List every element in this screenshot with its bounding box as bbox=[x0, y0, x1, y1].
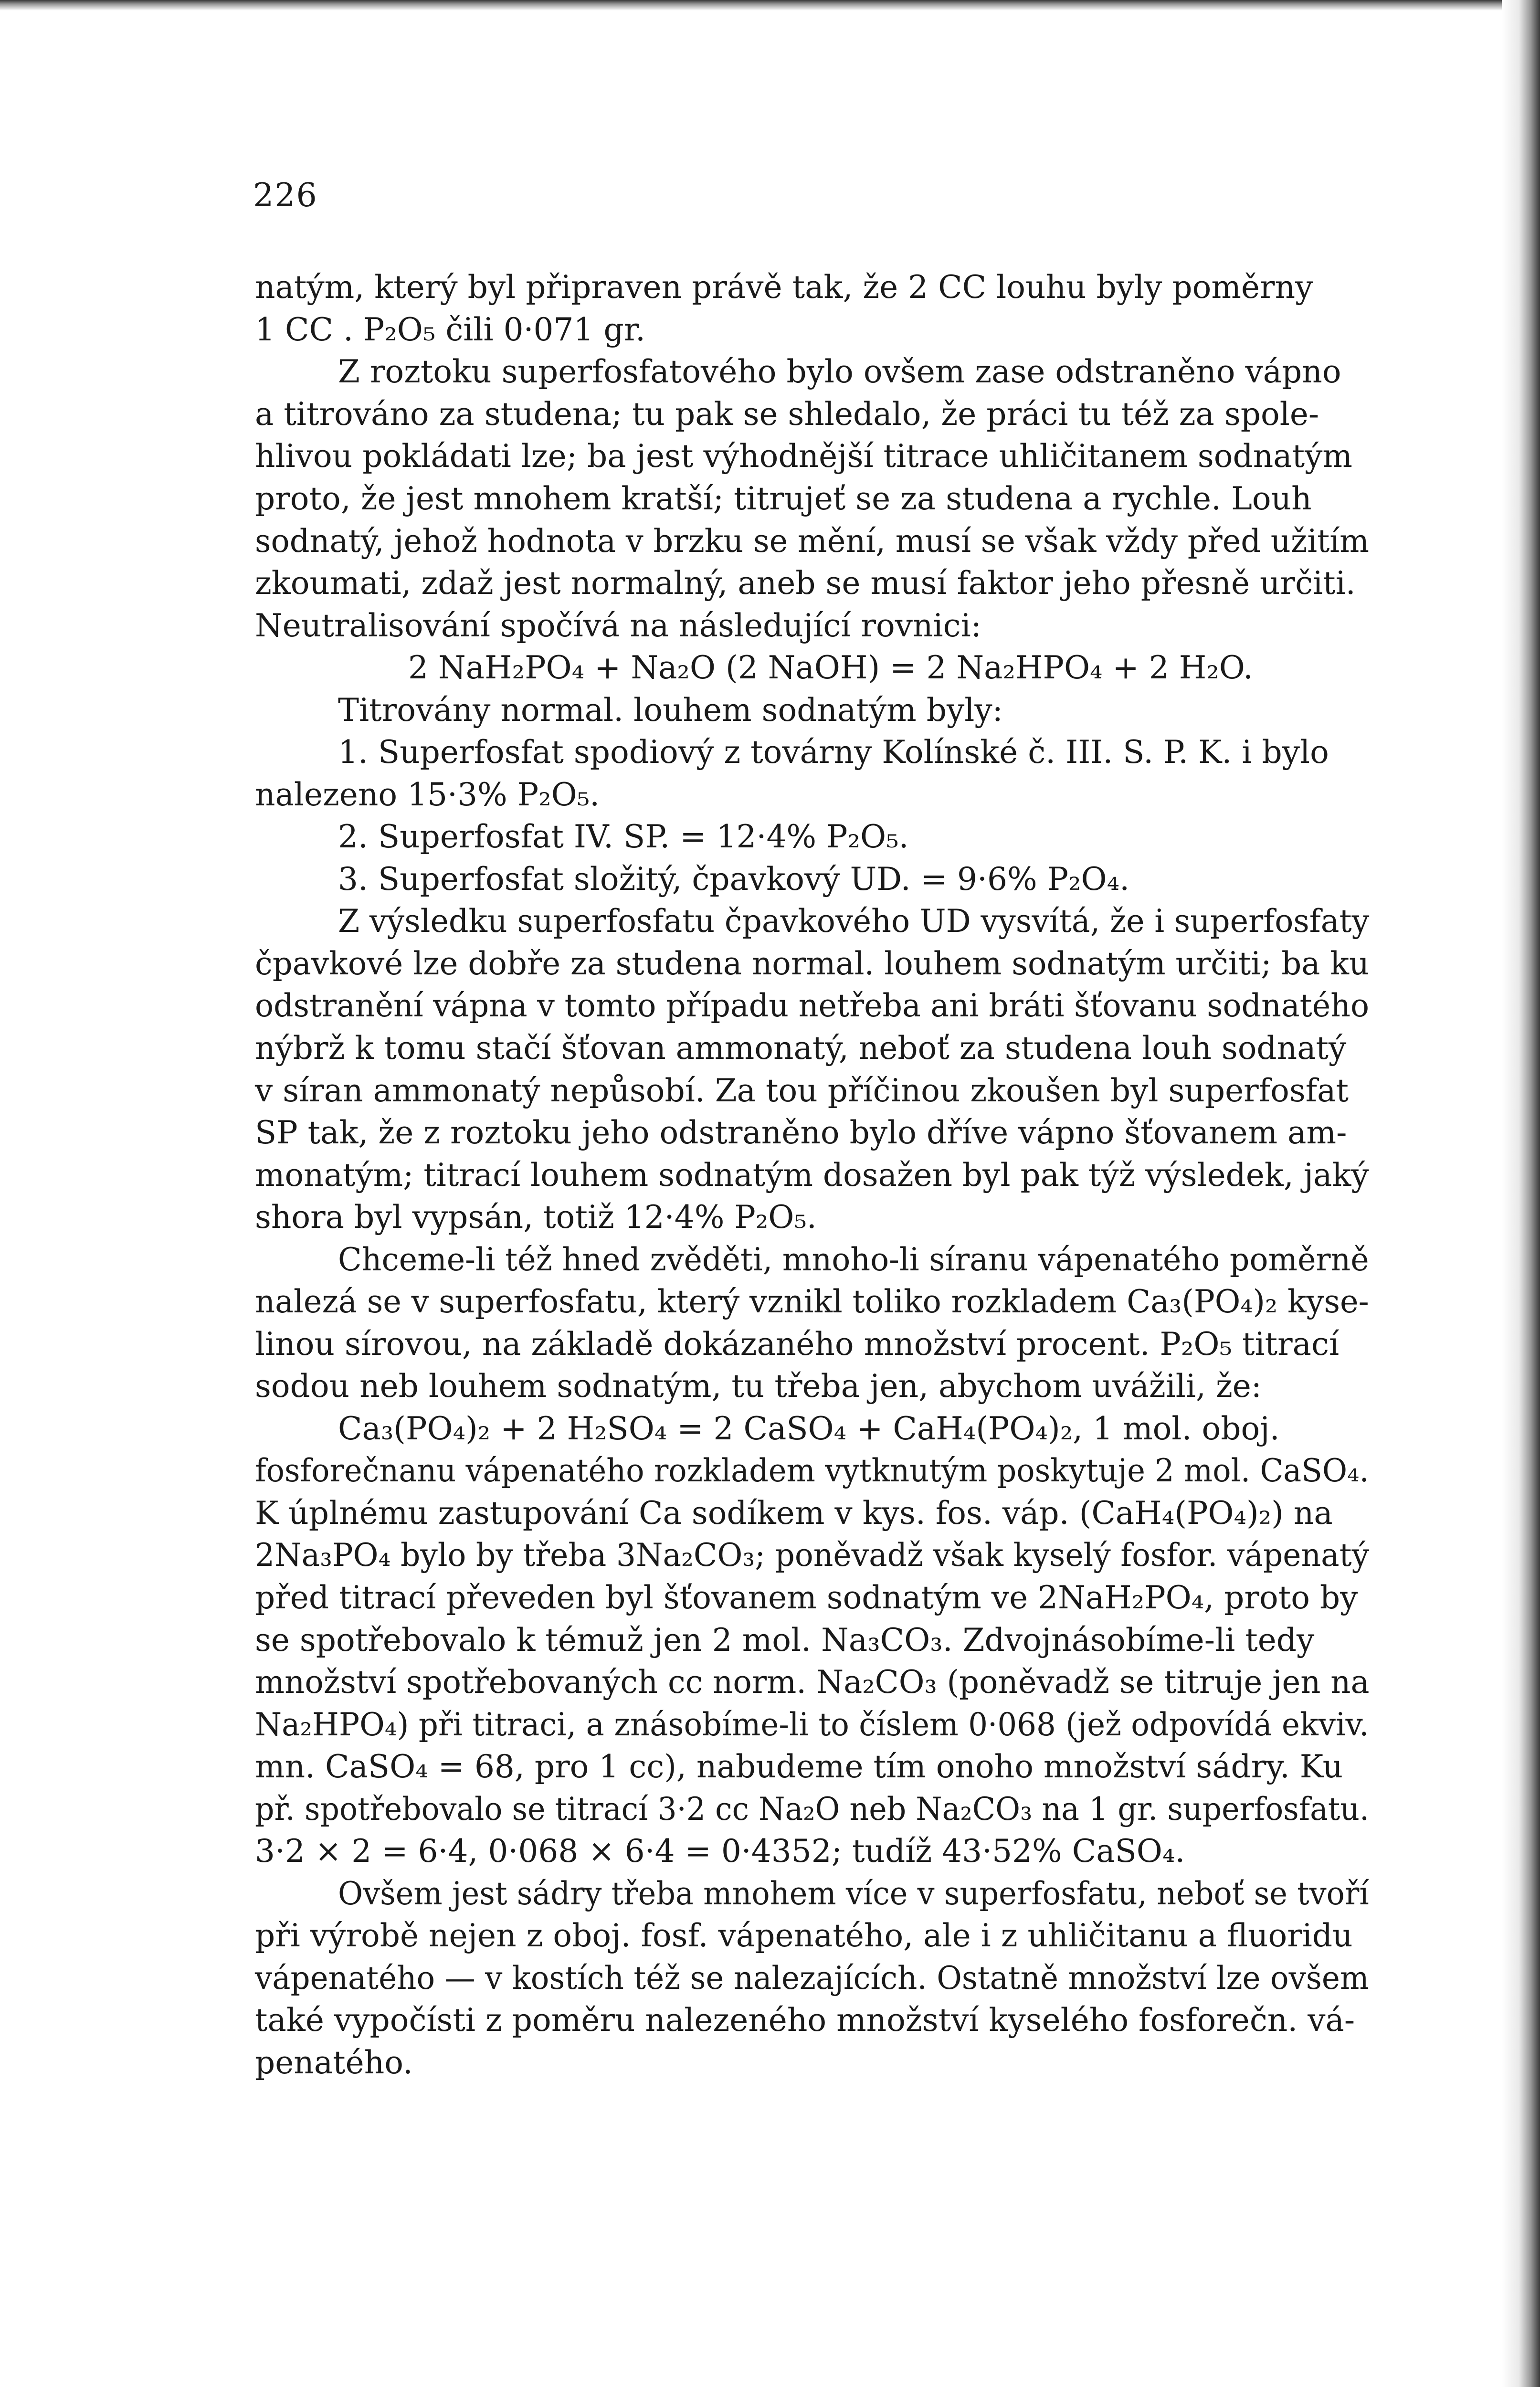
text-line: penatého. bbox=[255, 2044, 413, 2081]
text-line: Ovšem jest sádry třeba mnohem více v superfosfatu, neboť se tvoří bbox=[338, 1875, 1369, 1912]
text-line: před titrací převeden byl šťovanem sodnatým ve 2NaH₂PO₄, proto by bbox=[255, 1579, 1358, 1616]
text-line: Titrovány normal. louhem sodnatým byly: bbox=[338, 692, 1003, 729]
text-line: 3·2 × 2 = 6·4, 0·068 × 6·4 = 0·4352; tudíž 43·52% CaSO₄. bbox=[255, 1833, 1185, 1869]
text-line: nýbrž k tomu stačí šťovan ammonatý, neboť za studena louh sodnatý bbox=[255, 1030, 1347, 1067]
text-line: př. spotřebovalo se titrací 3·2 cc Na₂O neb Na₂CO₃ na 1 gr. superfosfatu. bbox=[255, 1791, 1370, 1827]
text-line: proto, že jest mnohem kratší; titrujeť se za studena a rychle. Louh bbox=[255, 480, 1312, 517]
text-line: fosforečnanu vápenatého rozkladem vytknutým poskytuje 2 mol. CaSO₄. bbox=[255, 1452, 1369, 1489]
text-line: shora byl vypsán, totiž 12·4% P₂O₅. bbox=[255, 1199, 817, 1236]
text-line: nalezeno 15·3% P₂O₅. bbox=[255, 776, 600, 813]
text-line: Z výsledku superfosfatu čpavkového UD vysvítá, že i superfosfaty bbox=[338, 903, 1370, 940]
scan-edge-top bbox=[0, 0, 1540, 11]
text-line: Z roztoku superfosfatového bylo ovšem zase odstraněno vápno bbox=[338, 353, 1341, 390]
text-line: monatým; titrací louhem sodnatým dosažen byl pak týž výsledek, jaký bbox=[255, 1157, 1369, 1194]
text-line: sodnatý, jehož hodnota v brzku se mění, musí se však vždy před užitím bbox=[255, 523, 1370, 560]
text-line: 1. Superfosfat spodiový z továrny Kolínské č. III. S. P. K. i bylo bbox=[338, 734, 1329, 771]
text-line: a titrováno za studena; tu pak se shledalo, že práci tu též za spole- bbox=[255, 396, 1319, 433]
text-line: odstranění vápna v tomto případu netřeba ani bráti šťovanu sodnatého bbox=[255, 987, 1370, 1024]
text-line: K úplnému zastupování Ca sodíkem v kys. fos. váp. (CaH₄(PO₄)₂) na bbox=[255, 1495, 1333, 1531]
text-line: 3. Superfosfat složitý, čpavkový UD. = 9·6% P₂O₄. bbox=[338, 861, 1130, 898]
text-line: v síran ammonatý nepůsobí. Za tou příčinou zkoušen byl superfosfat bbox=[255, 1072, 1349, 1109]
text-line: Neutralisování spočívá na následující rovnici: bbox=[255, 607, 981, 644]
text-line: při výrobě nejen z oboj. fosf. vápenatého, ale i z uhličitanu a fluoridu bbox=[255, 1917, 1353, 1954]
text-line: 2Na₃PO₄ bylo by třeba 3Na₂CO₃; poněvadž však kyselý fosfor. vápenatý bbox=[255, 1537, 1370, 1574]
text-line: natým, který byl připraven právě tak, že 2 CC louhu byly poměrny bbox=[255, 269, 1313, 306]
text-line: 2. Superfosfat IV. SP. = 12·4% P₂O₅. bbox=[338, 818, 909, 855]
text-line: také vypočísti z poměru nalezeného množství kyselého fosforečn. vá- bbox=[255, 2002, 1355, 2038]
text-line: Chceme-li též hned zvěděti, mnoho-li síranu vápenatého poměrně bbox=[338, 1241, 1369, 1278]
text-line: čpavkové lze dobře za studena normal. louhem sodnatým určiti; ba ku bbox=[255, 945, 1370, 982]
text-line: SP tak, že z roztoku jeho odstraněno bylo dříve vápno šťovanem am- bbox=[255, 1114, 1347, 1151]
text-line: množství spotřebovaných cc norm. Na₂CO₃ (poněvadž se titruje jen na bbox=[255, 1664, 1370, 1700]
text-line: vápenatého — v kostích též se nalezajících. Ostatně množství lze ovšem bbox=[255, 1960, 1369, 1996]
page-number: 226 bbox=[253, 177, 318, 214]
text-line: 2 NaH₂PO₄ + Na₂O (2 NaOH) = 2 Na₂HPO₄ + 2 H₂O. bbox=[408, 649, 1253, 686]
text-line: mn. CaSO₄ = 68, pro 1 cc), nabudeme tím onoho množství sádry. Ku bbox=[255, 1748, 1343, 1785]
text-line: zkoumati, zdaž jest normalný, aneb se musí faktor jeho přesně určiti. bbox=[255, 565, 1356, 602]
text-line: linou sírovou, na základě dokázaného množství procent. P₂O₅ titrací bbox=[255, 1326, 1340, 1362]
text-line: sodou neb louhem sodnatým, tu třeba jen, abychom uvážili, že: bbox=[255, 1368, 1262, 1405]
text-line: se spotřebovalo k témuž jen 2 mol. Na₃CO₃. Zdvojnásobíme-li tedy bbox=[255, 1622, 1315, 1658]
text-line: nalezá se v superfosfatu, který vznikl toliko rozkladem Ca₃(PO₄)₂ kyse- bbox=[255, 1283, 1369, 1320]
scan-edge-right bbox=[1502, 0, 1540, 2387]
text-line: Ca₃(PO₄)₂ + 2 H₂SO₄ = 2 CaSO₄ + CaH₄(PO₄)₂, 1 mol. oboj. bbox=[338, 1410, 1280, 1447]
text-line: Na₂HPO₄) při titraci, a znásobíme-li to číslem 0·068 (jež odpovídá ekviv. bbox=[255, 1706, 1369, 1743]
text-line: 1 CC . P₂O₅ čili 0·071 gr. bbox=[255, 311, 646, 348]
text-line: hlivou pokládati lze; ba jest výhodnější titrace uhličitanem sodnatým bbox=[255, 438, 1353, 475]
